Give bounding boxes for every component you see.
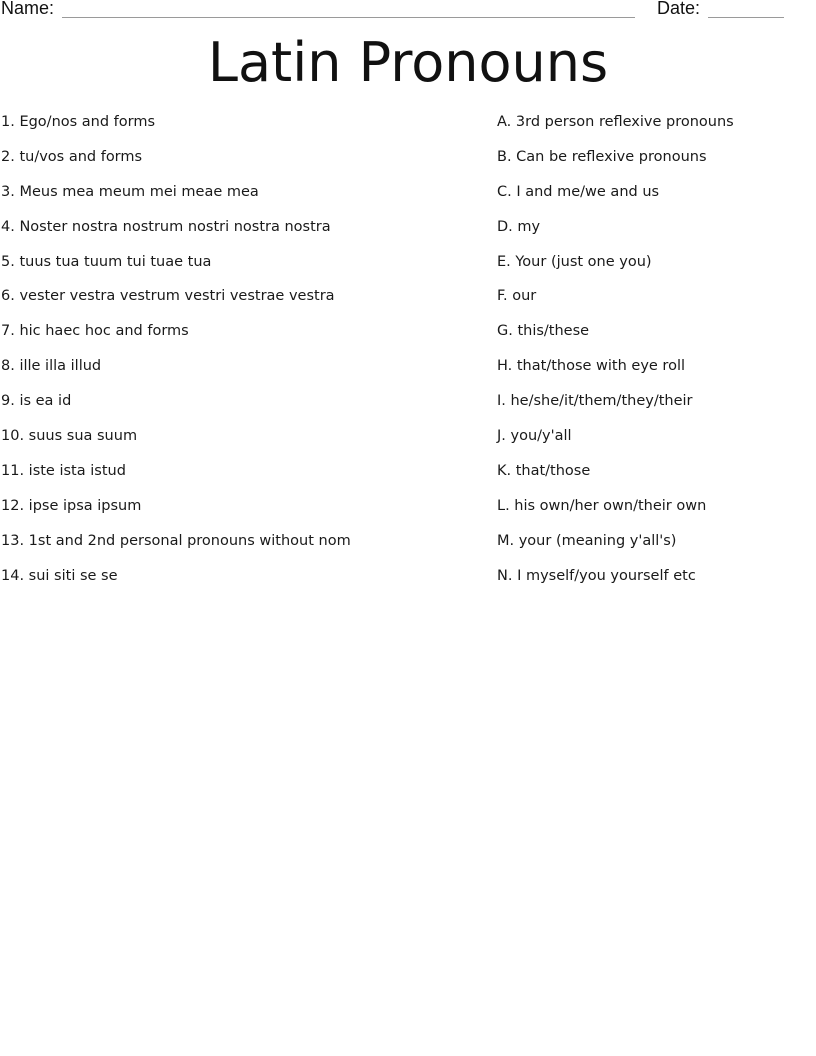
question-item: 2. tu/vos and forms xyxy=(1,148,143,165)
page-title: Latin Pronouns xyxy=(207,31,609,94)
question-item: 12. ipse ipsa ipsum xyxy=(1,497,142,514)
question-item: 14. sui siti se se xyxy=(1,567,118,584)
answer-item: F. our xyxy=(497,288,537,305)
question-item: 6. vester vestra vestrum vestri vestrae vestra xyxy=(1,288,335,305)
question-item: 10. suus sua suum xyxy=(1,428,138,445)
question-item: 1. Ego/nos and forms xyxy=(1,114,156,130)
question-item: 13. 1st and 2nd personal pronouns without nom xyxy=(1,532,351,549)
question-item: 11. iste ista istud xyxy=(1,462,126,479)
date-label: Date: xyxy=(657,0,701,18)
answer-item: K. that/those xyxy=(497,462,591,479)
answer-item: M. your (meaning y'all's) xyxy=(497,532,677,549)
answer-item: G. this/these xyxy=(497,323,590,340)
answer-item: A. 3rd person reflexive pronouns xyxy=(497,114,734,130)
answer-item: H. that/those with eye roll xyxy=(497,358,686,375)
question-item: 4. Noster nostra nostrum nostri nostra nostra xyxy=(1,218,331,235)
answer-item: L. his own/her own/their own xyxy=(497,497,707,514)
name-blank-line xyxy=(62,17,635,18)
worksheet-header xyxy=(0,0,816,24)
question-item: 7. hic haec hoc and forms xyxy=(1,323,189,340)
question-item: 9. is ea id xyxy=(1,393,72,410)
question-item: 5. tuus tua tuum tui tuae tua xyxy=(1,253,212,270)
answer-item: D. my xyxy=(497,218,541,235)
answer-item: E. Your (just one you) xyxy=(497,253,652,270)
date-blank-line xyxy=(708,17,784,18)
answer-item: J. you/y'all xyxy=(497,428,572,445)
question-item: 3. Meus mea meum mei meae mea xyxy=(1,183,259,200)
answer-item: N. I myself/you yourself etc xyxy=(497,567,696,584)
question-item: 8. ille illa illud xyxy=(1,358,102,375)
answer-item: B. Can be reflexive pronouns xyxy=(497,148,707,165)
answers-list xyxy=(497,111,807,599)
questions-list xyxy=(1,111,471,599)
answer-item: I. he/she/it/them/they/their xyxy=(497,393,693,410)
answer-item: C. I and me/we and us xyxy=(497,183,660,200)
name-label: Name: xyxy=(1,0,55,18)
